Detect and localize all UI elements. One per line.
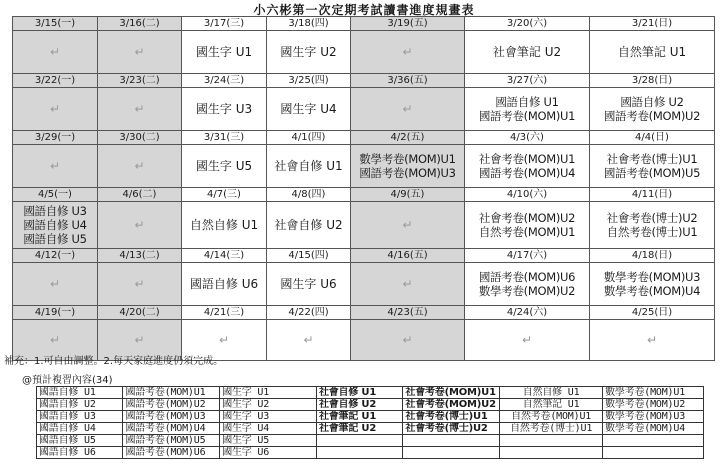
date-row: [13, 17, 715, 31]
date-row: [13, 131, 715, 145]
task-cell: [13, 88, 98, 131]
review-cell: 國語考卷(MOM)U4: [123, 423, 220, 435]
task-item: 自然考卷(MOM)U1: [478, 225, 576, 239]
date-cell: 4/21(三): [182, 306, 267, 320]
date-cell: 4/1(四): [267, 131, 351, 145]
review-cell: 國語考卷(MOM)U1: [123, 387, 220, 399]
date-cell: 3/17(三): [182, 17, 267, 31]
review-cell: 社會考卷(博士)U2: [403, 423, 500, 435]
review-row: [37, 411, 704, 423]
paragraph-mark-icon: ↵: [134, 277, 145, 291]
date-cell: 3/18(四): [267, 17, 351, 31]
review-row: [37, 387, 704, 399]
paragraph-mark-icon: ↵: [134, 102, 145, 116]
task-cell: [182, 31, 267, 74]
date-cell: 4/2(五): [351, 131, 465, 145]
review-cell: 國語自修 U4: [37, 423, 123, 435]
date-cell: 4/6(二): [98, 188, 182, 202]
review-cell: 國語考卷(MOM)U5: [123, 435, 220, 447]
task-cell: [590, 202, 715, 249]
task-cell: [267, 88, 351, 131]
date-cell: 3/29(一): [13, 131, 98, 145]
review-cell: 國生字 U4: [220, 423, 317, 435]
review-cell: [500, 435, 603, 447]
task-cell: [351, 320, 465, 361]
task-item: 國語自修 U5: [23, 232, 87, 246]
review-cell: 社會考卷(MOM)U1: [403, 387, 500, 399]
schedule-table: [12, 16, 715, 361]
task-item: 自然自修 U1: [189, 218, 259, 232]
paragraph-mark-icon: ↵: [49, 45, 61, 59]
review-cell: [500, 447, 603, 459]
date-cell: 4/18(日): [590, 249, 715, 263]
task-item: 社會考卷(博士)U2: [606, 211, 698, 225]
review-row: [37, 435, 704, 447]
task-item: 國語考卷(MOM)U4: [478, 166, 576, 180]
date-cell: 4/11(日): [590, 188, 715, 202]
review-cell: [603, 447, 704, 459]
task-cell: [182, 263, 267, 306]
review-table: [36, 386, 704, 459]
paragraph-mark-icon: ↵: [303, 333, 314, 347]
task-row: [13, 263, 715, 306]
task-cell: [590, 320, 715, 361]
task-item: 國語考卷(MOM)U6: [478, 270, 576, 284]
task-cell: [590, 88, 715, 131]
review-cell: [403, 447, 500, 459]
review-cell: 社會考卷(博士)U1: [403, 411, 500, 423]
task-item: 自然考卷(博士)U1: [606, 225, 698, 239]
task-cell: [13, 145, 98, 188]
review-cell: [603, 435, 704, 447]
review-cell: 社會筆記 U2: [316, 423, 402, 435]
task-row: [13, 202, 715, 249]
task-cell: [465, 202, 590, 249]
task-item: 國語自修 U1: [495, 95, 559, 109]
review-cell: 國語考卷(MOM)U6: [123, 447, 220, 459]
review-title: @預計複習內容(34): [22, 375, 113, 386]
task-cell: [98, 145, 182, 188]
review-cell: [403, 435, 500, 447]
paragraph-mark-icon: ↵: [218, 333, 230, 347]
task-item: 國語自修 U4: [23, 218, 87, 232]
paragraph-mark-icon: ↵: [134, 45, 145, 59]
review-cell: 社會筆記 U1: [316, 411, 402, 423]
task-item: 社會考卷(MOM)U2: [478, 211, 576, 225]
review-row: [37, 447, 704, 459]
paragraph-mark-icon: ↵: [49, 333, 61, 347]
task-cell: [182, 202, 267, 249]
task-item: 社會筆記 U2: [492, 45, 562, 59]
review-cell: 數學考卷(MOM)U2: [603, 399, 704, 411]
task-cell: [267, 202, 351, 249]
date-cell: 4/5(一): [13, 188, 98, 202]
paragraph-mark-icon: ↵: [134, 333, 145, 347]
review-cell: [316, 435, 402, 447]
date-cell: 4/16(五): [351, 249, 465, 263]
date-cell: 4/17(六): [465, 249, 590, 263]
date-cell: 4/8(四): [267, 188, 351, 202]
supplement-note: 補充：1.可自由調整。2.每天家庭進度仍須完成。: [4, 356, 224, 367]
review-cell: 國語自修 U5: [37, 435, 123, 447]
review-cell: 社會自修 U2: [316, 399, 402, 411]
task-cell: [351, 88, 465, 131]
task-cell: [590, 145, 715, 188]
task-cell: [267, 320, 351, 361]
task-cell: [98, 31, 182, 74]
date-cell: 3/36(五): [351, 74, 465, 88]
task-item: 社會自修 U2: [274, 218, 343, 232]
review-cell: 國語考卷(MOM)U2: [123, 399, 220, 411]
task-item: 國語考卷(MOM)U5: [603, 166, 701, 180]
review-cell: 社會自修 U1: [316, 387, 402, 399]
task-item: 國語自修 U6: [189, 277, 259, 291]
task-cell: [351, 263, 465, 306]
task-row: [13, 88, 715, 131]
review-cell: 數學考卷(MOM)U3: [603, 411, 704, 423]
task-item: 國生字 U5: [195, 159, 253, 173]
date-cell: 4/19(一): [13, 306, 98, 320]
date-cell: 4/4(日): [590, 131, 715, 145]
date-cell: 3/25(四): [267, 74, 351, 88]
task-row: [13, 31, 715, 74]
task-item: 國語自修 U2: [620, 95, 684, 109]
paragraph-mark-icon: ↵: [134, 159, 145, 173]
review-row: [37, 423, 704, 435]
date-cell: 3/23(二): [98, 74, 182, 88]
review-cell: 數學考卷(MOM)U4: [603, 423, 704, 435]
date-row: [13, 188, 715, 202]
date-row: [13, 74, 715, 88]
task-cell: [465, 263, 590, 306]
task-cell: [465, 320, 590, 361]
paragraph-mark-icon: ↵: [402, 277, 413, 291]
date-cell: 4/7(三): [182, 188, 267, 202]
task-item: 國生字 U4: [280, 102, 337, 116]
review-cell: 社會考卷(MOM)U2: [403, 399, 500, 411]
review-cell: 國生字 U5: [220, 435, 317, 447]
paragraph-mark-icon: ↵: [49, 102, 61, 116]
date-cell: 3/20(六): [465, 17, 590, 31]
date-cell: 3/22(一): [13, 74, 98, 88]
date-cell: 4/3(六): [465, 131, 590, 145]
page-title: 小六彬第一次定期考試讀書進度規畫表: [253, 3, 475, 17]
task-cell: [590, 31, 715, 74]
task-item: 社會自修 U1: [274, 159, 343, 173]
date-cell: 4/22(四): [267, 306, 351, 320]
task-item: 社會考卷(MOM)U1: [478, 152, 576, 166]
review-cell: 國生字 U6: [220, 447, 317, 459]
date-cell: 4/25(日): [590, 306, 715, 320]
task-item: 國語考卷(MOM)U1: [478, 109, 576, 123]
task-item: 國生字 U2: [280, 45, 337, 59]
review-cell: 國語考卷(MOM)U3: [123, 411, 220, 423]
task-cell: [465, 31, 590, 74]
task-cell: [267, 145, 351, 188]
task-item: 國生字 U3: [195, 102, 253, 116]
task-item: 自然筆記 U1: [617, 45, 687, 59]
review-cell: 國生字 U1: [220, 387, 317, 399]
date-cell: 3/24(三): [182, 74, 267, 88]
review-cell: 自然自修 U1: [500, 387, 603, 399]
task-cell: [351, 145, 465, 188]
date-cell: 3/27(六): [465, 74, 590, 88]
date-cell: 4/20(二): [98, 306, 182, 320]
task-item: 社會考卷(博士)U1: [606, 152, 698, 166]
review-cell: 數學考卷(MOM)U1: [603, 387, 704, 399]
review-cell: 國生字 U2: [220, 399, 317, 411]
task-item: 國生字 U6: [280, 277, 337, 291]
task-item: 數學考卷(MOM)U2: [478, 284, 576, 298]
date-cell: 4/13(二): [98, 249, 182, 263]
paragraph-mark-icon: ↵: [402, 333, 413, 347]
task-item: 國語考卷(MOM)U3: [359, 166, 456, 180]
paragraph-mark-icon: ↵: [402, 45, 413, 59]
review-cell: 國語自修 U2: [37, 399, 123, 411]
date-cell: 4/14(三): [182, 249, 267, 263]
paragraph-mark-icon: ↵: [49, 159, 61, 173]
task-cell: [267, 31, 351, 74]
task-cell: [13, 31, 98, 74]
task-item: 數學考卷(MOM)U1: [359, 152, 456, 166]
date-cell: 3/21(日): [590, 17, 715, 31]
task-cell: [98, 202, 182, 249]
date-cell: 4/12(一): [13, 249, 98, 263]
review-cell: 自然考卷(博士)U1: [500, 423, 603, 435]
review-cell: [316, 447, 402, 459]
date-cell: 3/31(三): [182, 131, 267, 145]
task-cell: [351, 31, 465, 74]
task-cell: [98, 263, 182, 306]
review-cell: 自然考卷(MOM)U1: [500, 411, 603, 423]
date-cell: 4/10(六): [465, 188, 590, 202]
task-cell: [13, 202, 98, 249]
task-cell: [465, 88, 590, 131]
task-cell: [267, 263, 351, 306]
date-row: [13, 249, 715, 263]
task-cell: [590, 263, 715, 306]
task-item: 國語考卷(MOM)U2: [603, 109, 701, 123]
task-cell: [13, 263, 98, 306]
review-cell: 國語自修 U1: [37, 387, 123, 399]
task-cell: [98, 88, 182, 131]
task-cell: [465, 145, 590, 188]
date-cell: 3/28(日): [590, 74, 715, 88]
task-item: 數學考卷(MOM)U3: [603, 270, 701, 284]
review-cell: 國語自修 U6: [37, 447, 123, 459]
date-cell: 3/15(一): [13, 17, 98, 31]
date-cell: 4/15(四): [267, 249, 351, 263]
task-cell: [351, 202, 465, 249]
paragraph-mark-icon: ↵: [646, 333, 658, 347]
date-cell: 3/30(二): [98, 131, 182, 145]
task-cell: [182, 145, 267, 188]
date-cell: 3/19(五): [351, 17, 465, 31]
paragraph-mark-icon: ↵: [49, 277, 61, 291]
task-item: 數學考卷(MOM)U4: [603, 284, 701, 298]
review-row: [37, 399, 704, 411]
date-cell: 4/24(六): [465, 306, 590, 320]
task-row: [13, 145, 715, 188]
task-item: 國語自修 U3: [23, 204, 87, 218]
date-cell: 3/16(二): [98, 17, 182, 31]
paragraph-mark-icon: ↵: [134, 218, 145, 232]
review-cell: 國生字 U3: [220, 411, 317, 423]
paragraph-mark-icon: ↵: [402, 218, 413, 232]
date-row: [13, 306, 715, 320]
paragraph-mark-icon: ↵: [402, 102, 413, 116]
task-item: 國生字 U1: [195, 45, 253, 59]
paragraph-mark-icon: ↵: [521, 333, 533, 347]
review-cell: 自然筆記 U1: [500, 399, 603, 411]
task-cell: [182, 88, 267, 131]
date-cell: 4/9(五): [351, 188, 465, 202]
date-cell: 4/23(五): [351, 306, 465, 320]
review-cell: 國語自修 U3: [37, 411, 123, 423]
